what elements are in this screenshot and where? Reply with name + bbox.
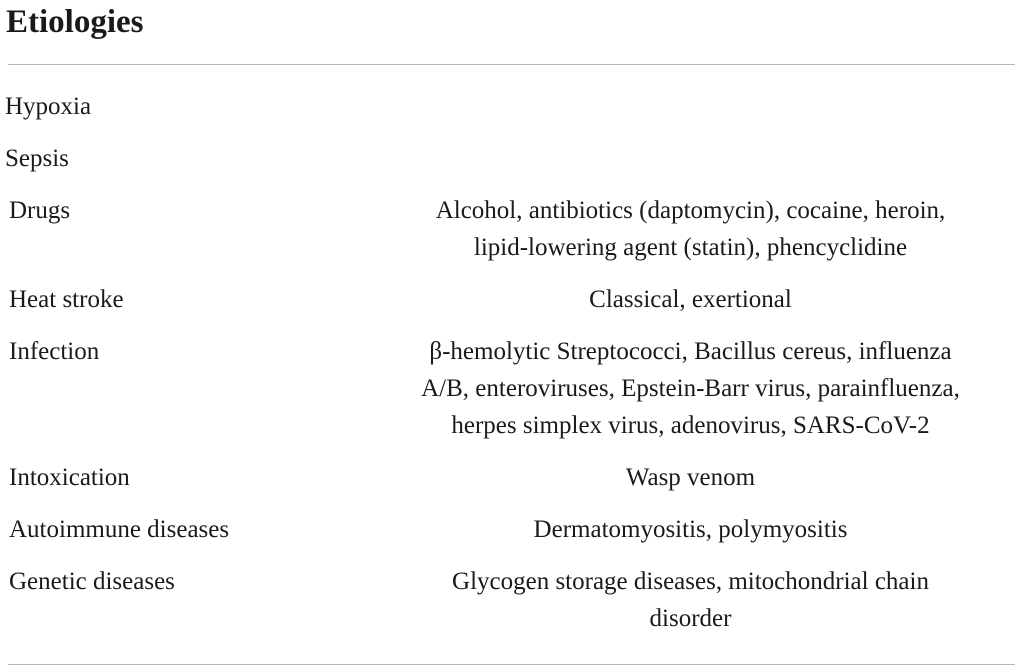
detail-line: A/B, enteroviruses, Epstein-Barr virus, parainfluenza, bbox=[421, 375, 960, 402]
etiology-label: Sepsis bbox=[5, 145, 69, 172]
detail-line: Dermatomyositis, polymyositis bbox=[533, 516, 848, 543]
detail-line: Classical, exertional bbox=[589, 286, 792, 313]
detail-line: herpes simplex virus, adenovirus, SARS-CoV-2 bbox=[451, 412, 930, 439]
etiology-detail bbox=[360, 333, 1020, 444]
detail-line: lipid-lowering agent (statin), phencyclidine bbox=[473, 234, 908, 261]
etiology-detail bbox=[360, 88, 1020, 125]
etiology-detail bbox=[360, 459, 1020, 496]
etiology-detail bbox=[360, 140, 1020, 177]
etiology-label: Intoxication bbox=[9, 464, 130, 491]
table-row bbox=[0, 88, 1020, 125]
etiology-detail bbox=[360, 511, 1020, 548]
detail-line: Glycogen storage diseases, mitochondrial chain bbox=[452, 568, 929, 595]
detail-line: β-hemolytic Streptococci, Bacillus cereus, influenza bbox=[429, 338, 952, 365]
page-title: Etiologies bbox=[6, 4, 144, 40]
top-divider bbox=[8, 64, 1015, 65]
bottom-divider bbox=[8, 664, 1015, 665]
detail-line: Wasp venom bbox=[625, 464, 756, 491]
table-row bbox=[0, 333, 1020, 444]
table-row bbox=[0, 192, 1020, 266]
table-row bbox=[0, 281, 1020, 318]
etiology-label: Infection bbox=[9, 338, 100, 365]
etiology-label: Drugs bbox=[9, 197, 71, 224]
table-row bbox=[0, 563, 1020, 637]
etiology-detail bbox=[360, 563, 1020, 637]
table-row bbox=[0, 140, 1020, 177]
etiology-label: Heat stroke bbox=[9, 286, 124, 313]
detail-line: disorder bbox=[649, 605, 732, 632]
etiology-detail bbox=[360, 192, 1020, 266]
etiology-detail bbox=[360, 281, 1020, 318]
table-row bbox=[0, 511, 1020, 548]
etiology-label: Autoimmune diseases bbox=[9, 516, 230, 543]
etiology-label: Hypoxia bbox=[5, 93, 92, 120]
etiology-label: Genetic diseases bbox=[9, 568, 175, 595]
detail-line: Alcohol, antibiotics (daptomycin), cocaine, heroin, bbox=[435, 197, 946, 224]
table-row bbox=[0, 459, 1020, 496]
etiologies-table bbox=[0, 88, 1020, 637]
